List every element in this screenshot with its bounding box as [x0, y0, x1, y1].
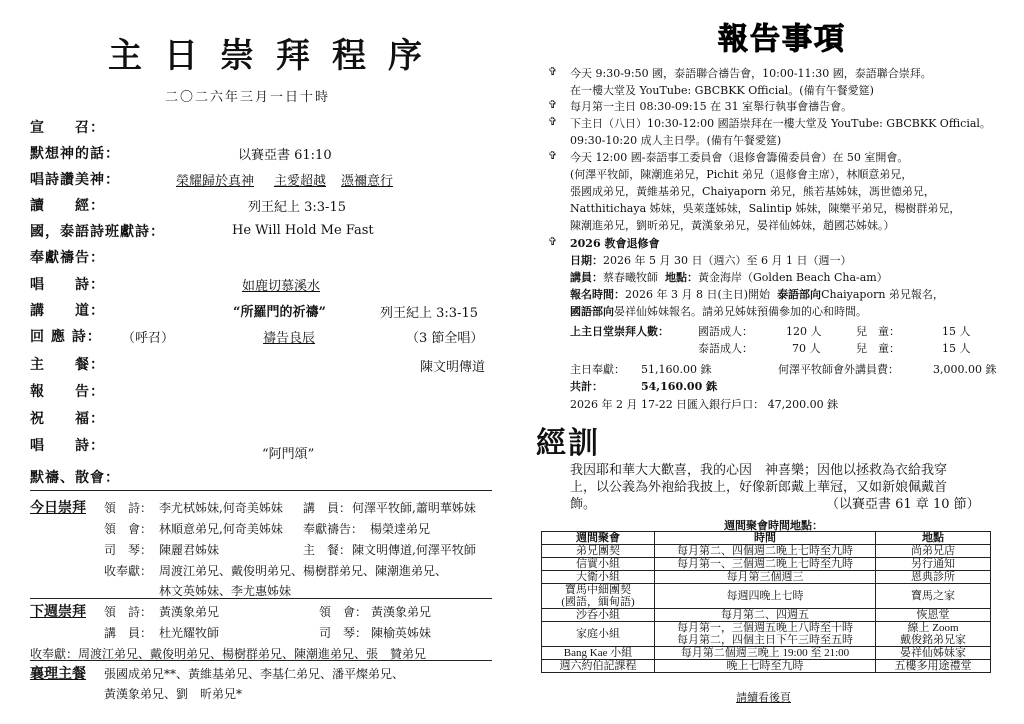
next-label: 領 會：: [319, 605, 368, 619]
order-label-benediction: 祝 福：: [30, 411, 105, 427]
sermon-ref: 列王紀上 3:3-15: [380, 306, 478, 321]
attendance-count: 70 人: [792, 342, 821, 355]
announcement-line: 今天 9:30-9:50 國，泰語聯合禱告會，10:00-11:30 國，泰語聯合崇拜。: [570, 67, 932, 80]
today-value: 陳文明傳道,何澤平牧師: [352, 543, 476, 557]
attendance-label: 上主日堂崇拜人數：: [570, 325, 669, 338]
verse-ref: （以賽亞書 61 章 10 節）: [826, 497, 980, 512]
today-header: 今日崇拜: [30, 500, 86, 516]
order-label-offering-prayer: 奉獻禱告：: [30, 250, 105, 266]
today-value: 楊榮達弟兄: [370, 522, 431, 536]
group-time: 每月第二個週三晚上 19:00 至 21:00: [655, 647, 876, 660]
total-value: 54,160.00 銖: [641, 380, 718, 393]
order-label-sermon: 講 道：: [30, 303, 105, 319]
announcement-line: 下主日（八日）10:30-12:00 國語崇拜在一樓大堂及 YouTube: GBCBKK Official。: [570, 117, 991, 130]
table-row: [542, 584, 991, 609]
offering-label: 主日奉獻：: [570, 363, 625, 376]
group-time: 每月第一、三個週二晚上七時至九時: [655, 558, 876, 571]
today-label: 司 琴：: [104, 543, 153, 557]
group-place: 恩典診所: [876, 571, 991, 584]
retreat-thai-label: 泰語部向: [777, 288, 822, 301]
retreat-title: 2026 教會退修會: [570, 237, 660, 250]
group-place: 線上 Zoom: [907, 622, 959, 634]
announcement-line: 今天 12:00 國-泰語事工委員會（退修會籌備委員會）在 50 室開會。: [570, 151, 909, 164]
group-place: 另行通知: [876, 558, 991, 571]
retreat-speaker-label: 講員：: [570, 271, 603, 284]
group-name: 信實小組: [542, 558, 655, 571]
attendance-cat: 兒 童：: [856, 342, 900, 355]
today-value: 李尤栻姊妹,何奇美姊妹: [159, 501, 283, 515]
retreat-guoyu-label: 國語部向: [570, 305, 614, 318]
helpers-line: 張國成弟兄**、黃維基弟兄、李基仁弟兄、潘平燦弟兄、: [104, 667, 405, 681]
retreat-place-value: 黃金海岸（Golden Beach Cha-am）: [698, 271, 888, 284]
table-row: [542, 571, 991, 584]
speaker-fee-value: 3,000.00 銖: [933, 363, 997, 376]
attendance-count: 15 人: [942, 325, 971, 338]
next-label: 司 琴：: [319, 626, 368, 640]
service-date: 二〇二六年三月一日十時: [165, 90, 331, 105]
retreat-registration: [570, 286, 944, 302]
table-row: [542, 647, 991, 660]
group-name: 家庭小組: [542, 622, 655, 647]
group-time-cell: [655, 622, 876, 647]
group-time: 每月第二，四個主日下午三時至五時: [677, 634, 853, 646]
next-offering: 收奉獻：周渡江弟兄、戴俊明弟兄、楊樹群弟兄、陳潮進弟兄、張 贊弟兄: [30, 647, 427, 661]
announcement-line: Natthitichaya 姊妹，吳萊蓬姊妹，Salintip 姊妹，陳樂平弟兄，楊樹群弟兄，: [570, 202, 961, 215]
group-place: 寶馬之家: [876, 584, 991, 609]
order-label-response: 回 應 詩：: [30, 329, 102, 345]
divider: [30, 660, 492, 661]
retreat-date-value: 2026 年 5 月 30 日（週六）至 6 月 1 日（週一）: [603, 254, 852, 267]
offering-value: 51,160.00 銖: [641, 363, 712, 376]
table-row: [542, 660, 991, 673]
divider: [30, 490, 492, 491]
group-place-cell: [876, 622, 991, 647]
retreat-date-label: 日期：: [570, 254, 603, 267]
group-place: 尚弟兄店: [876, 545, 991, 558]
order-label-communion: 主 餐：: [30, 357, 105, 373]
attendance-cat: 兒 童：: [856, 325, 900, 338]
next-label: 領 詩：: [104, 605, 153, 619]
retreat-guoyu-value: 晏祥仙姊妹報名。請弟兄姊妹預備參加的心和時間。: [614, 305, 867, 318]
retreat-date: [570, 252, 851, 268]
group-name: 大衛小組: [542, 571, 655, 584]
retreat-speaker: [570, 269, 888, 285]
group-name: 寶馬中細團契 (國語，緬甸語): [542, 584, 655, 609]
order-label-meditation: 默想神的話：: [30, 146, 120, 162]
verse-line: 上，以公義為外袍給我披上，好像新郎戴上華冠，又如新娘佩戴首: [570, 480, 948, 495]
order-label-praise: 唱詩讚美神：: [30, 172, 120, 188]
group-time: 每月第二、四週五: [655, 609, 876, 622]
attendance-cat: 國語成人：: [698, 325, 753, 338]
group-time: 每週四晚上七時: [655, 584, 876, 609]
next-value: 杜光耀牧師: [159, 626, 220, 640]
order-label-closing-hymn: 唱 詩：: [30, 438, 105, 454]
praise-song-2: 主愛超越: [274, 174, 327, 189]
order-label-choir: 國，泰語詩班獻詩：: [30, 224, 165, 240]
speaker-fee-label: 何澤平牧師會外講員費：: [778, 363, 899, 376]
group-time: 每月第三個週三: [655, 571, 876, 584]
table-header-row: [542, 532, 991, 545]
next-value: 黃漢象弟兄: [371, 605, 432, 619]
order-label-dismissal: 默禱、散會：: [30, 470, 120, 486]
announcement-line: 張國成弟兄，黃維基弟兄，Chaiyaporn 弟兄，熊若基姊妹，馮世德弟兄，: [570, 185, 935, 198]
announcement-line: (何澤平牧師，陳潮進弟兄，Pichit 弟兄（退修會主席），林順意弟兄，: [570, 168, 913, 181]
order-label-hymn: 唱 詩：: [30, 277, 105, 293]
next-value: 陳榆英姊妹: [371, 626, 432, 640]
today-value: 林文英姊妹、李尤惠姊妹: [159, 584, 292, 598]
hymn-title: 如鹿切慕溪水: [242, 279, 321, 294]
reading-ref: 列王紀上 3:3-15: [248, 200, 346, 215]
today-label: 主 餐：: [303, 543, 352, 557]
order-label-announcements: 報 告：: [30, 384, 105, 400]
retreat-speaker-value: 蔡春曦牧師: [603, 271, 658, 284]
group-place: 恢恩堂: [876, 609, 991, 622]
today-value: 周渡江弟兄、戴俊明弟兄、楊樹群弟兄、陳潮進弟兄、: [159, 564, 448, 578]
response-song: 禱告良辰: [263, 331, 316, 346]
praise-song-1: 榮耀歸於真神: [176, 174, 255, 189]
retreat-place-label: 地點：: [665, 271, 698, 284]
bank-deposit: 2026 年 2 月 17-22 日匯入銀行戶口： 47,200.00 銖: [570, 398, 839, 411]
sermon-title: “所羅門的祈禱”: [233, 305, 326, 320]
group-time: 晚上七時至九時: [655, 660, 876, 673]
retreat-thai-value: Chaiyaporn 弟兄報名，: [821, 288, 944, 301]
verse-line: 我因耶和華大大歡喜，我的心因 神喜樂；因他以拯救為衣給我穿: [570, 463, 948, 478]
total-label: 共計：: [570, 380, 603, 393]
group-time: 每月第一，三個週五晚上八時至十時: [677, 622, 853, 634]
choir-song: He Will Hold Me Fast: [232, 223, 374, 238]
table-row: [542, 558, 991, 571]
cross-icon: ✞: [548, 98, 558, 111]
announcement-line: 09:30-10:20 成人主日學。(備有午餐愛筵): [570, 134, 782, 147]
today-label: 領 會：: [104, 522, 153, 536]
group-place: 戴俊銘弟兄家: [900, 634, 966, 646]
cross-icon: ✞: [548, 149, 558, 162]
retreat-guoyu: [570, 303, 867, 319]
order-label-reading: 讀 經：: [30, 198, 105, 214]
verse-title: 經訓: [536, 426, 600, 461]
communion-leader: 陳文明傳道: [420, 360, 486, 375]
cross-icon: ✞: [548, 235, 558, 248]
attendance-count: 15 人: [942, 342, 971, 355]
column-header: 週間聚會: [542, 532, 655, 545]
table-row: [542, 622, 991, 647]
group-name: 弟兄團契: [542, 545, 655, 558]
today-value: 陳麗君姊妹: [159, 543, 220, 557]
retreat-reg-value: 2026 年 3 月 8 日(主日)開始: [625, 288, 771, 301]
today-label: 講 員：: [303, 501, 352, 515]
cross-icon: ✞: [548, 115, 558, 128]
meditation-ref: 以賽亞書 61:10: [238, 148, 332, 163]
response-note: （3 節全唱）: [406, 331, 484, 346]
column-header: 地點: [876, 532, 991, 545]
divider: [30, 598, 492, 599]
announcement-line: 每月第一主日 08:30-09:15 在 31 室舉行執事會禱告會。: [570, 100, 853, 113]
cross-icon: ✞: [548, 65, 558, 78]
page-title: 主日崇拜程序: [108, 36, 444, 76]
column-header: 時間: [655, 532, 876, 545]
next-value: 黃漢象弟兄: [159, 605, 220, 619]
helpers-line: 黃漢象弟兄、劉 昕弟兄*: [104, 687, 243, 701]
helpers-header: 襄理主餐: [30, 666, 86, 682]
announcement-line: 在一樓大堂及 YouTube: GBCBKK Official。(備有午餐愛筵): [570, 84, 874, 97]
today-label: 收奉獻：: [104, 564, 153, 578]
schedule-caption: 週間聚會時間地點：: [724, 519, 823, 532]
verse-line: 飾。: [570, 497, 597, 512]
retreat-reg-label: 報名時間：: [570, 288, 625, 301]
today-value: 何澤平牧師,蕭明華姊妹: [352, 501, 476, 515]
group-name: 沙呑小組: [542, 609, 655, 622]
continue-note: 請續看後頁: [736, 691, 791, 704]
attendance-cat: 泰語成人：: [698, 342, 753, 355]
group-place: 晏祥仙姊妹家: [876, 647, 991, 660]
group-name: Bang Kae 小組: [542, 647, 655, 660]
closing-hymn: “阿門頌”: [262, 447, 315, 462]
weekly-schedule-table: [541, 531, 991, 673]
response-prefix: （呼召）: [122, 331, 175, 346]
next-header: 下週崇拜: [30, 604, 86, 620]
group-place: 五樓多用途禮堂: [876, 660, 991, 673]
praise-song-3: 憑禰意行: [341, 174, 394, 189]
attendance-count: 120 人: [786, 325, 822, 338]
today-label: 領 詩：: [104, 501, 153, 515]
announcements-title: 報告事項: [718, 22, 846, 57]
today-value: 林順意弟兄,何奇美姊妹: [159, 522, 283, 536]
announcement-line: 陳潮進弟兄，劉昕弟兄，黃漢象弟兄，晏祥仙姊妹，趙國芯姊妹。）: [570, 219, 895, 232]
next-label: 講 員：: [104, 626, 153, 640]
table-row: [542, 545, 991, 558]
order-label-call: 宣 召：: [30, 120, 105, 136]
table-row: [542, 609, 991, 622]
group-time: 每月第二、四個週二晚上七時至九時: [655, 545, 876, 558]
group-name: 週六約伯記課程: [542, 660, 655, 673]
today-label: 奉獻禱告：: [303, 522, 364, 536]
